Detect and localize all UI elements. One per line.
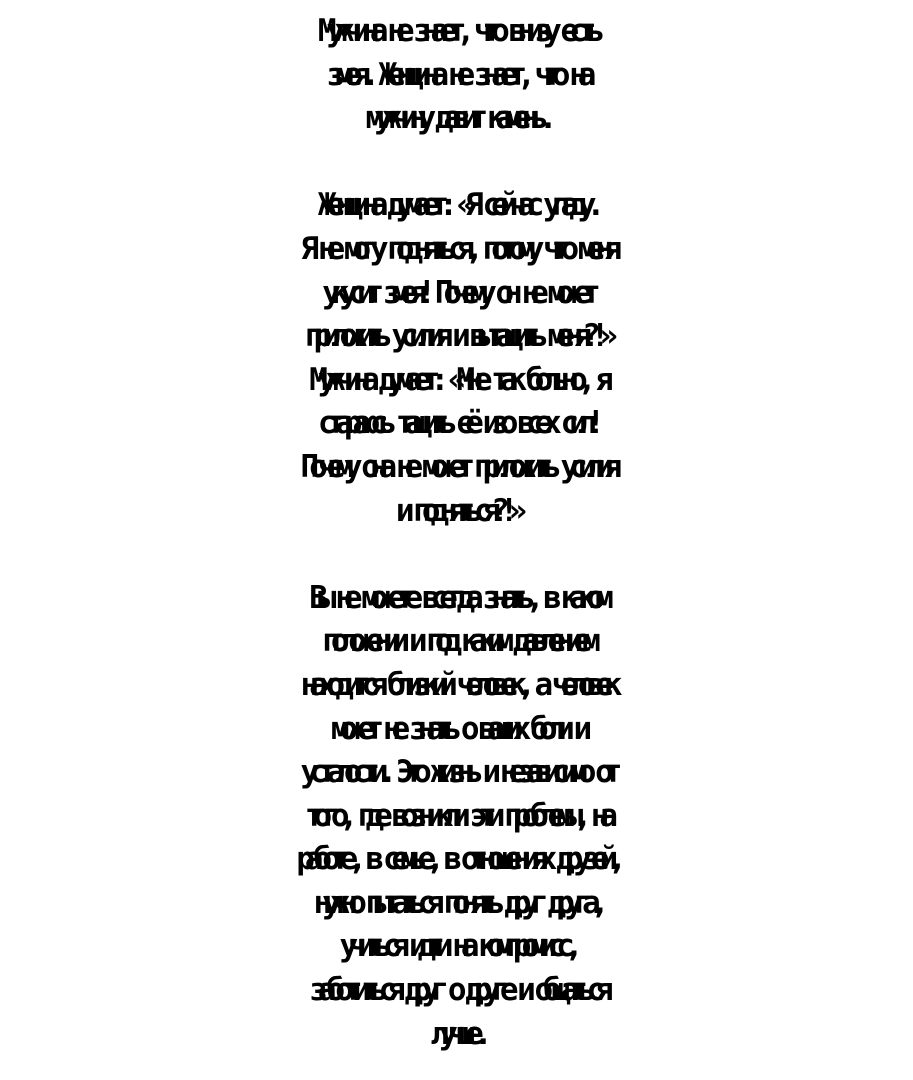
paragraph-snake-stone [0,10,913,141]
text-line: может не знать о ваших боли и [330,710,583,747]
text-line: Мужчина не знает, что внизу есть [317,13,596,49]
text-line: Женщина думает: «Я сейчас упаду. [317,187,596,224]
text-line: учиться идти на компромисс, [339,928,574,965]
text-line: укусит змея! Почему он не может [322,274,591,311]
text-line: того, где возникли эти проблемы, на [304,797,609,834]
text-line: и подняться?!» [395,492,518,529]
text-line: Почему она не может приложить усилия [300,448,613,485]
text-line: стараюсь тащить её изо всех сил! [317,405,596,442]
text-line: нужно пытаться понять друг друга, [313,884,600,921]
text-line: Вы не можете всегда знать, в каком [309,579,604,616]
text-line: змея. Женщина не знает, что на [326,56,587,93]
text-line: Мужчина думает: «Мне так больно, я [309,361,604,398]
text-line: заботиться друг о друге и общаться [309,972,604,1009]
paragraph-moral [0,577,913,1057]
text-line: находится близкий человек, а человек [300,666,613,703]
text-line: лучше. [430,1015,483,1052]
text-line: приложить усилия и вытащить меня?!» [304,318,609,355]
text-line: Я не могу подняться, потому что меня [300,230,613,267]
text-line: мужчину давит камень. [365,100,548,137]
text-line: усталости. Это жизнь и независимо от [300,754,613,791]
paragraph-thoughts [0,184,913,533]
paragraph-gap [0,141,913,185]
text-line: работе, в семье, в отношениях друзей, [296,841,617,878]
paragraph-gap [0,533,913,577]
text-line: положении и под каким давлением [322,623,591,660]
